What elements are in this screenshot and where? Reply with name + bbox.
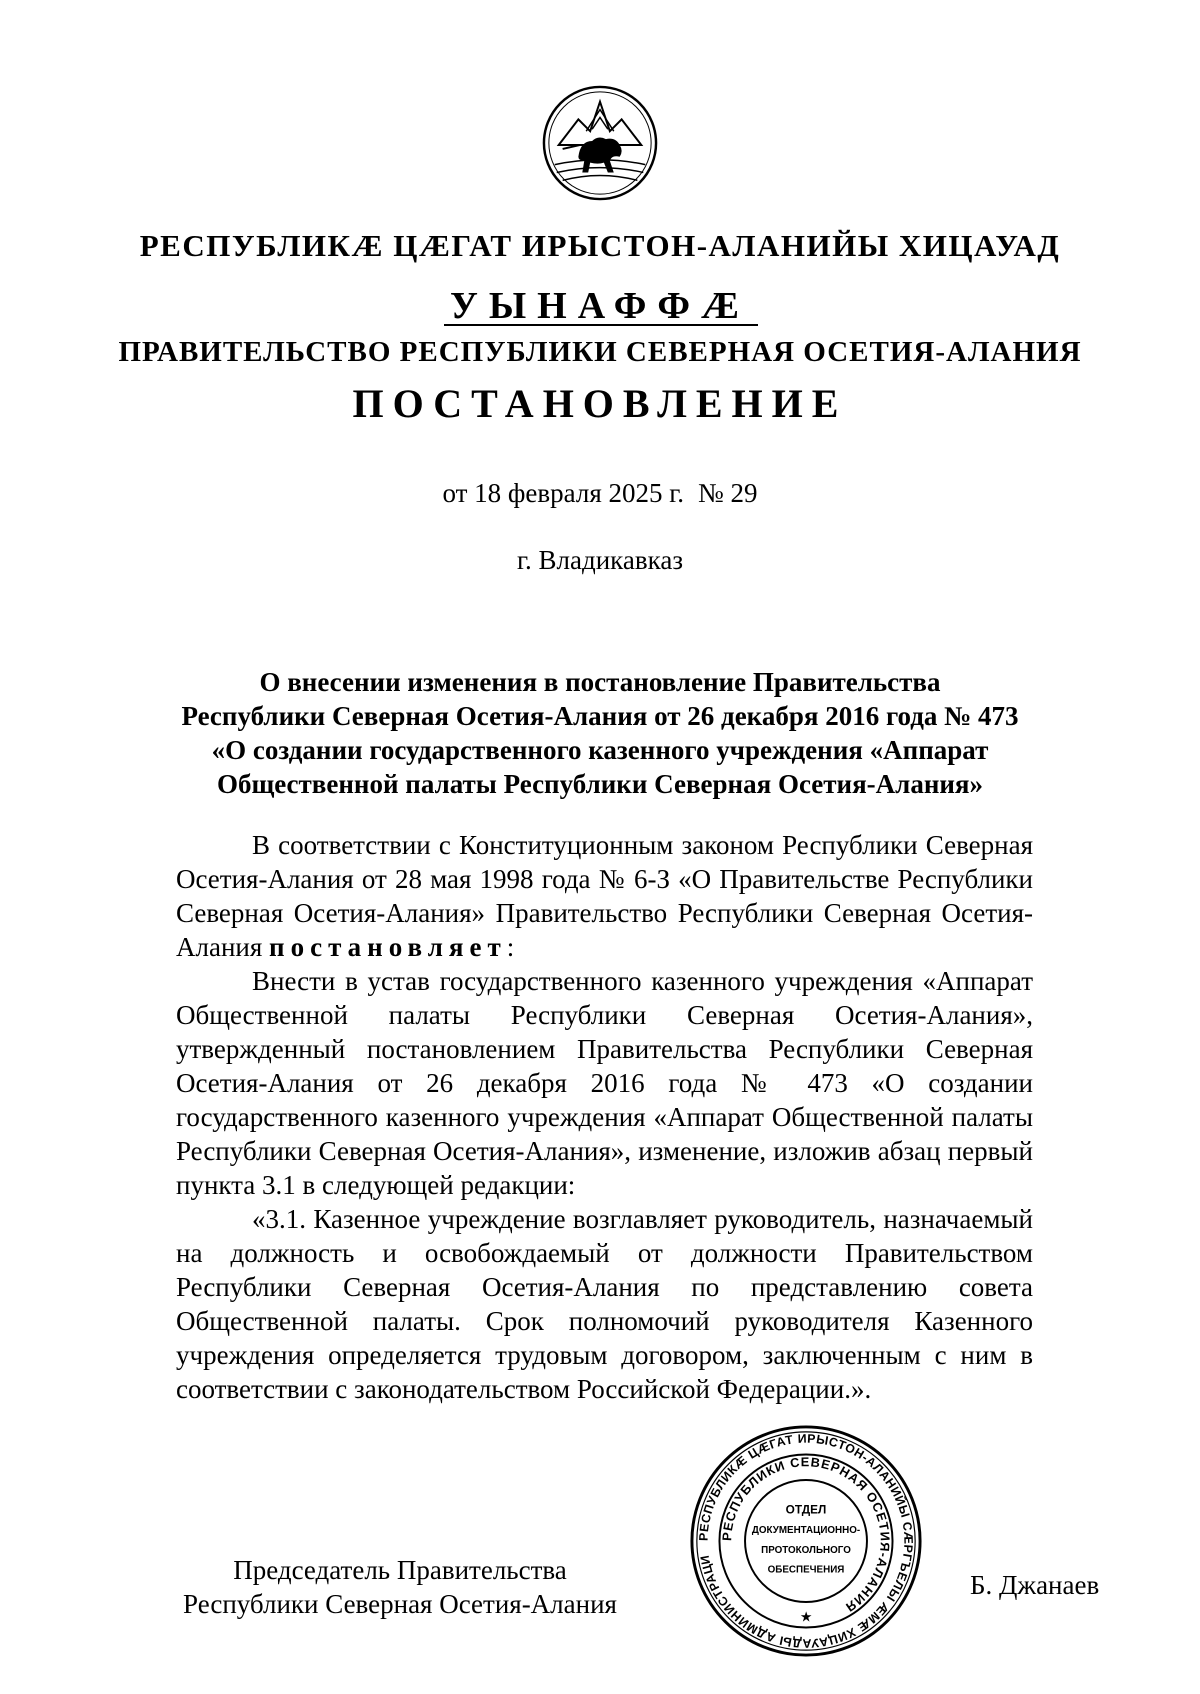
ossetian-org-name: РЕСПУБЛИКӔ ЦӔГАТ ИРЫСТОН-АЛАНИЙЫ ХИЦАУАД [139, 228, 1061, 263]
decree-title [150, 665, 1050, 801]
official-seal-stamp [688, 1423, 924, 1659]
stamp-center-line: ОБЕСПЕЧЕНИЯ [767, 1564, 845, 1576]
decree-number: № 29 [698, 478, 758, 508]
preamble-colon: : [506, 932, 515, 962]
decree-title-line: Общественной палаты Республики Северная Осетия-Алания» [216, 769, 984, 799]
decree-title-line: «О создании государственного казенного учреждения «Аппарат [211, 735, 989, 765]
preamble-paragraph [176, 828, 1033, 964]
stamp-outer-ring-text: РЕСПУБЛИКӔ ЦӔГАТ ИРЫСТОН-АЛАНИЙЫ СӔРГЪЕЛЫ ӔМӔ ХИЦАУАДЫ АДМИНИСТРАЦИ [696, 1431, 916, 1651]
stamp-center-line: ДОКУМЕНТАЦИОННО- [751, 1525, 861, 1537]
decree-date-line [0, 478, 1200, 509]
signatory-position [150, 1553, 650, 1621]
decree-city: г. Владикавказ [517, 545, 683, 575]
coat-of-arms-emblem [541, 84, 659, 202]
amendment-paragraph: Внести в устав государственного казенного учреждения «Аппарат Общественной палаты Республики Северная Осетия-Алания», утвержденный постановлением Правительства Республики Северная Осетия-Алания от 26 декабря 2016 года № 473 «О создании государственного казенного учреждения «Аппарат Общественной палаты Республики Северная Осетия-Алания», изменение, изложив абзац первый пункта 3.1 в следующей редакции: [176, 966, 1033, 1200]
decree-title-line: Республики Северная Осетия-Алания от 26 декабря 2016 года № 473 [181, 701, 1019, 731]
decree-body [176, 828, 1033, 1406]
ossetian-doc-type: УЫНАФФӔ [449, 285, 751, 327]
stamp-center-line: ПРОТОКОЛЬНОГО [761, 1544, 851, 1556]
decree-title-line: О внесении изменения в постановление Правительства [259, 667, 941, 697]
header-divider [444, 324, 758, 326]
signatory-position-line: Республики Северная Осетия-Алания [183, 1589, 617, 1619]
russian-org-name: ПРАВИТЕЛЬСТВО РЕСПУБЛИКИ СЕВЕРНАЯ ОСЕТИЯ-АЛАНИЯ [118, 336, 1082, 368]
signatory-name: Б. Джанаев [970, 1570, 1100, 1600]
stamp-inner-ring-text: РЕСПУБЛИКИ СЕВЕРНАЯ ОСЕТИЯ-АЛАНИЯ [719, 1454, 893, 1616]
new-wording-paragraph: «3.1. Казенное учреждение возглавляет руководитель, назначаемый на должность и освобождаемый от должности Правительством Республики Северная Осетия-Алания по представлению совета Общественной палаты. Срок полномочий руководителя Казенного учреждения определяется трудовым договором, заключенным с ним в соответствии с законодательством Российской Федерации.». [176, 1204, 1033, 1404]
stamp-star-icon: ★ [799, 1609, 813, 1625]
stamp-center-line: ОТДЕЛ [785, 1502, 827, 1517]
russian-doc-type: ПОСТАНОВЛЕНИЕ [352, 381, 848, 426]
decree-date: от 18 февраля 2025 г. [442, 478, 685, 508]
preamble-text: В соответствии с Конституционным законом Республики Северная Осетия-Алания от 28 мая 1998 года № 6-З «О Правительстве Республики Северная Осетия-Алания» Правительство Республики Северная Осетия-Алания [176, 830, 1033, 962]
decree-keyword: постановляет [269, 932, 507, 962]
signatory-position-line: Председатель Правительства [233, 1555, 567, 1585]
